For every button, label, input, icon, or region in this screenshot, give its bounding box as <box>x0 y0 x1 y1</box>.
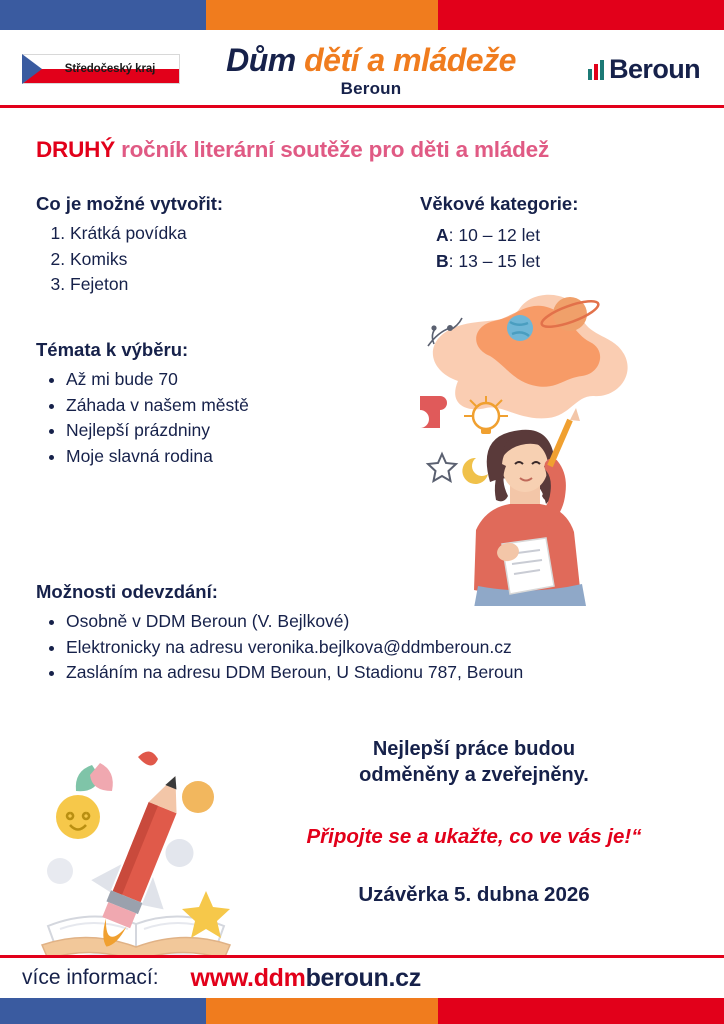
list-item <box>436 248 690 274</box>
top-decorative-bar <box>0 0 724 30</box>
list-item: • Elektronicky na adresu veronika.bejlkova@ddmberoun.cz <box>66 635 696 661</box>
age-section-list <box>420 222 690 275</box>
star-icon <box>428 454 456 481</box>
kraj-flag-triangle <box>22 54 42 84</box>
list-item: • Záhada v našem městě <box>66 393 396 419</box>
smiley-bubble <box>56 795 100 839</box>
kraj-logo-label: Středočeský kraj <box>64 63 156 75</box>
top-bar-blue-segment <box>0 0 206 30</box>
list-item: • Moje slavná rodina <box>66 444 396 470</box>
lightbulb-icon <box>464 396 508 434</box>
globe-icon <box>507 315 533 341</box>
org-title-word-amladeze: a mládeže <box>367 42 516 78</box>
dot-bubble <box>47 858 73 884</box>
stredocesky-kraj-logo <box>22 54 180 84</box>
list-item <box>436 222 690 248</box>
submit-section-list <box>36 609 696 686</box>
moon-icon <box>462 458 488 484</box>
website-url[interactable] <box>191 964 421 993</box>
website-url-part2: beroun.cz <box>305 963 421 992</box>
age-category-value-b: : 13 – 15 let <box>448 251 541 272</box>
closing-line2: odměněny a zveřejněny. <box>359 764 589 787</box>
bottom-bar-orange-segment <box>206 998 438 1024</box>
organization-title-line1 <box>196 44 546 78</box>
themes-section-list <box>36 367 396 470</box>
themes-section-heading: Témata k výběru: <box>36 339 189 360</box>
list-item: • Zasláním na adresu DDM Beroun, U Stadionu 787, Beroun <box>66 660 696 686</box>
age-section-heading: Věkové kategorie: <box>420 193 579 214</box>
girl-with-ideas-illustration <box>398 286 648 606</box>
organization-subtitle: Beroun <box>340 78 402 98</box>
age-category-value-a: : 10 – 12 let <box>448 225 541 245</box>
gear-bubble <box>166 839 194 867</box>
leaf-icon <box>76 763 113 791</box>
poster-footer <box>0 958 724 998</box>
list-item: 2. Komiks <box>70 247 376 273</box>
organization-title <box>196 44 546 99</box>
list-item: • Až mi bude 70 <box>66 367 396 393</box>
submit-section-heading: Možnosti odevzdání: <box>36 581 218 602</box>
list-item: 1. Krátká povídka <box>70 221 376 247</box>
page-title <box>36 137 549 163</box>
puzzle-piece-icon <box>420 396 447 428</box>
closing-line1: Nejlepší práce budou <box>372 738 576 760</box>
beroun-bars-icon <box>588 60 604 80</box>
bottom-bar-red-segment <box>438 998 724 1024</box>
closing-block <box>248 736 700 907</box>
page-title-highlight: DRUHÝ <box>36 137 116 162</box>
age-category-label-b: B <box>436 251 449 272</box>
girl-figure <box>474 408 586 606</box>
create-section <box>36 193 376 298</box>
deadline-text: Uzávěrka 5. dubna 2026 <box>358 882 590 906</box>
age-section <box>420 193 690 275</box>
more-info-label: více informací: <box>22 966 159 989</box>
top-bar-orange-segment <box>206 0 438 30</box>
list-item: • Nejlepší prázdniny <box>66 418 396 444</box>
submit-section <box>36 581 696 686</box>
red-blob <box>138 751 158 765</box>
age-category-label-a: A <box>436 225 449 245</box>
poster-header <box>0 30 724 108</box>
poster-content <box>0 111 724 955</box>
list-item: 3. Fejeton <box>70 272 376 298</box>
call-to-action: Připojte se a ukažte, co ve vás je!“ <box>306 824 642 848</box>
org-title-word-deti: dětí <box>304 42 360 78</box>
beroun-logo-label: Beroun <box>609 54 700 84</box>
girl-illustration-svg <box>398 286 648 606</box>
themes-section <box>36 339 396 470</box>
create-section-list <box>36 221 376 298</box>
bottom-decorative-bar <box>0 998 724 1024</box>
top-bar-red-segment <box>438 0 724 30</box>
page-title-rest: ročník literární soutěže pro děti a mládež <box>121 137 550 162</box>
create-section-heading: Co je možné vytvořit: <box>36 193 224 214</box>
bottom-bar-blue-segment <box>0 998 206 1024</box>
idea-bubble <box>182 781 214 813</box>
list-item: • Osobně v DDM Beroun (V. Bejlkové) <box>66 609 696 635</box>
website-url-part1: www.ddm <box>190 963 306 992</box>
org-title-word-dum: Dům <box>226 42 296 78</box>
beroun-city-logo <box>588 54 700 85</box>
